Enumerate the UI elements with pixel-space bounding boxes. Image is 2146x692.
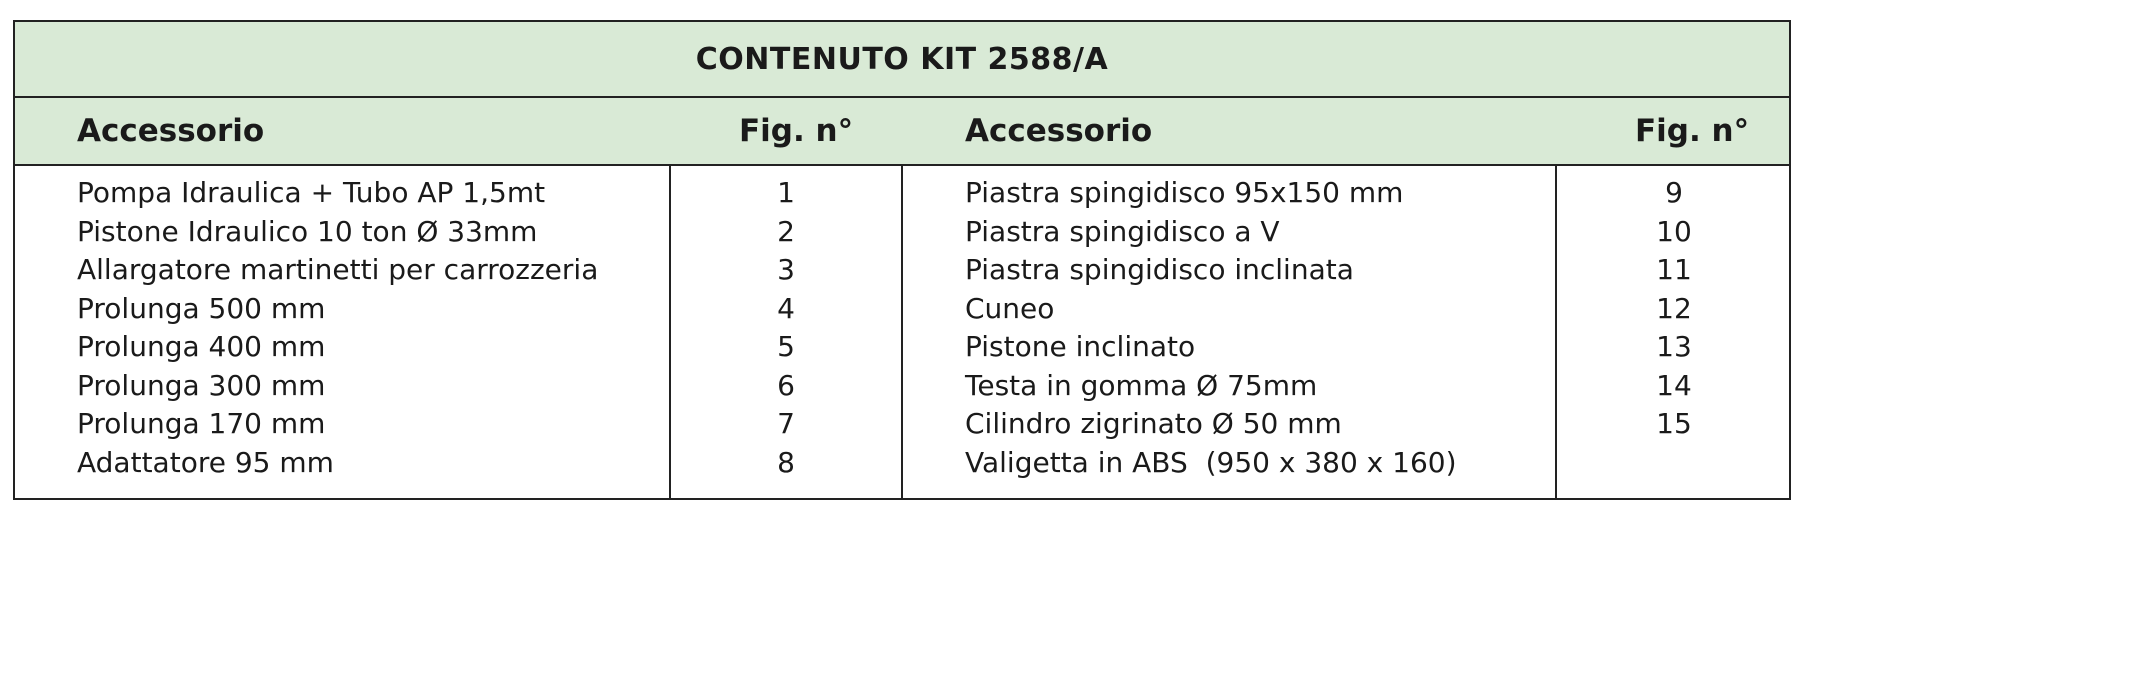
table-cell-accessorio: Pistone Idraulico 10 ton Ø 33mm xyxy=(77,214,538,248)
left-fig-column xyxy=(671,174,901,482)
table-header-row xyxy=(15,98,1789,166)
table-cell-accessorio: Piastra spingidisco inclinata xyxy=(965,253,1354,286)
table-cell-fig: 3 xyxy=(777,253,795,286)
table-cell-accessorio: Pistone inclinato xyxy=(965,330,1196,363)
table-cell-fig: 1 xyxy=(777,176,795,209)
table-body xyxy=(15,166,1789,498)
header-accessorio-right: Accessorio xyxy=(965,113,1153,149)
right-fig-column xyxy=(1557,174,1791,482)
header-fig-left: Fig. n° xyxy=(739,113,854,149)
table-cell-accessorio: Cuneo xyxy=(965,291,1055,325)
table-cell-fig: 9 xyxy=(1665,176,1683,209)
column-divider xyxy=(901,166,903,498)
header-fig-right: Fig. n° xyxy=(1635,113,1750,149)
table-cell-fig: 14 xyxy=(1656,368,1692,402)
table-cell-accessorio: Cilindro zigrinato Ø 50 mm xyxy=(965,407,1342,440)
right-accessorio-column xyxy=(965,174,1545,482)
header-accessorio-left: Accessorio xyxy=(77,113,265,149)
table-cell-fig: 13 xyxy=(1656,330,1692,363)
table-cell-accessorio: Valigetta in ABS (950 x 380 x 160) xyxy=(965,445,1457,479)
table-cell-fig: 12 xyxy=(1656,291,1692,325)
table-cell-fig: 7 xyxy=(777,407,795,440)
table-cell-accessorio: Prolunga 500 mm xyxy=(77,291,326,325)
table-cell-accessorio: Piastra spingidisco 95x150 mm xyxy=(965,176,1404,209)
table-cell-fig: 10 xyxy=(1656,214,1692,248)
table-title: CONTENUTO KIT 2588/A xyxy=(15,22,1789,98)
table-cell-accessorio: Prolunga 400 mm xyxy=(77,330,326,363)
left-accessorio-column xyxy=(77,174,657,482)
table-cell-fig: 8 xyxy=(777,445,795,479)
table-cell-fig: 2 xyxy=(777,214,795,248)
table-cell-fig: 5 xyxy=(777,330,795,363)
table-cell-accessorio: Prolunga 300 mm xyxy=(77,368,326,402)
table-cell-fig: 11 xyxy=(1656,253,1692,286)
table-cell-accessorio: Testa in gomma Ø 75mm xyxy=(965,368,1318,402)
table-cell-fig: 15 xyxy=(1656,407,1692,440)
table-cell-accessorio: Prolunga 170 mm xyxy=(77,407,326,440)
table-cell-fig: 4 xyxy=(777,291,795,325)
kit-contents-table xyxy=(13,20,1791,500)
table-cell-accessorio: Piastra spingidisco a V xyxy=(965,214,1280,248)
table-cell-accessorio: Allargatore martinetti per carrozzeria xyxy=(77,253,599,286)
table-cell-fig: 6 xyxy=(777,368,795,402)
table-cell-accessorio: Adattatore 95 mm xyxy=(77,445,334,479)
table-cell-fig xyxy=(1557,444,1791,483)
table-cell-accessorio: Pompa Idraulica + Tubo AP 1,5mt xyxy=(77,176,546,209)
